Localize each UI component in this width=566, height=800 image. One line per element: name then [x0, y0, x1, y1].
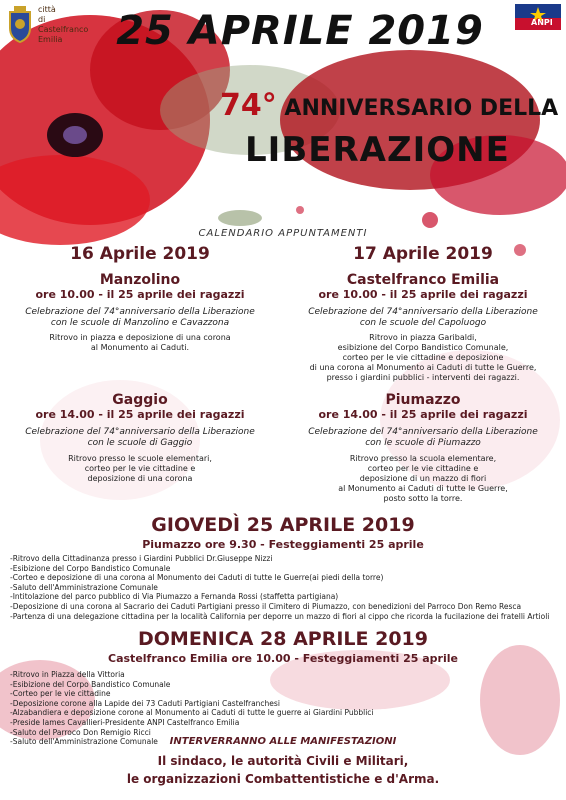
apr16-column: [0, 244, 280, 353]
piumazzo-place: Piumazzo: [385, 392, 461, 408]
piumazzo-time: ore 14.00 - il 25 aprile dei ragazzi: [318, 408, 528, 421]
gaggio-block: [0, 392, 280, 484]
liberazione-title: LIBERAZIONE: [245, 130, 510, 170]
list-item: -Corteo e deposizione di una corona al Monumento dei Caduti di tutte le Guerre(ai piedi della torre): [10, 573, 384, 583]
apr17-column: [283, 244, 563, 383]
list-item: -Intitolazione del parco pubblico di Via Piumazzo a Fernanda Rossi (staffetta partigiana): [10, 592, 339, 602]
apr28-line: Castelfranco Emilia ore 10.00 - Festeggiamenti 25 aprile: [108, 652, 458, 665]
gaggio-desc4: corteo per le vie cittadine e: [84, 464, 196, 473]
city-crest-icon: [6, 4, 34, 44]
castelfranco-time: ore 10.00 - il 25 aprile dei ragazzi: [318, 288, 528, 301]
gaggio-place: Gaggio: [112, 392, 168, 408]
apr28-date: DOMENICA 28 APRILE 2019: [137, 628, 428, 650]
gaggio-desc1: Celebrazione del 74°anniversario della Liberazione: [25, 427, 255, 437]
manzolino-desc4: al Monumento ai Caduti.: [90, 343, 190, 352]
list-item: -Saluto dell'Amministrazione Comunale: [10, 582, 158, 592]
list-item: -Deposizione corone alla Lapide dei 73 Caduti Partigiani Castelfranchesi: [10, 698, 280, 708]
gaggio-desc2: con le scuole di Gaggio: [87, 438, 193, 448]
list-item: -Saluto del Parroco Don Remigio Ricci: [10, 727, 151, 737]
gaggio-desc3: Ritrovo presso le scuole elementari,: [68, 454, 212, 463]
piumazzo-desc3: Ritrovo presso la scuola elementare,: [349, 454, 497, 463]
anniversary-text: ANNIVERSARIO DELLA: [284, 96, 559, 121]
piumazzo-desc7: posto sotto la torre.: [383, 494, 463, 503]
manzolino-desc3: Ritrovo in piazza e deposizione di una corona: [49, 333, 231, 342]
castelfranco-desc3: Ritrovo in piazza Garibaldi,: [369, 333, 477, 342]
castelfranco-desc4: esibizione del Corpo Bandistico Comunale,: [337, 343, 509, 352]
manzolino-desc1: Celebrazione del 74°anniversario della Liberazione: [25, 307, 255, 317]
piumazzo-block: [283, 392, 563, 504]
footer-intro: INTERVERRANNO ALLE MANIFESTAZIONI: [169, 736, 397, 747]
footer-text: [0, 752, 566, 788]
manzolino-desc2: con le scuole di Manzolino e Cavazzona: [50, 318, 230, 328]
manzolino-place: Manzolino: [99, 272, 181, 288]
piumazzo-desc2: con le scuole di Piumazzo: [365, 438, 481, 448]
list-item: -Ritrovo in Piazza della Vittoria: [10, 670, 125, 679]
city-name: città di Castelfranco Emilia: [38, 5, 89, 44]
castelfranco-place: Castelfranco Emilia: [346, 272, 500, 288]
piumazzo-desc5: deposizione di un mazzo di fiori: [359, 474, 487, 483]
list-item: -Preside Iames Cavallieri-Presidente ANPI Castelfranco Emilia: [10, 717, 240, 727]
apr25-date: GIOVEDÌ 25 APRILE 2019: [151, 514, 415, 536]
piumazzo-desc1: Celebrazione del 74°anniversario della Liberazione: [308, 427, 538, 437]
piumazzo-desc4: corteo per le vie cittadine e: [367, 464, 479, 473]
castelfranco-desc2: con le scuole del Capoluogo: [359, 318, 487, 328]
anpi-label: ANPI: [531, 18, 553, 27]
castelfranco-desc1: Celebrazione del 74°anniversario della Liberazione: [308, 307, 538, 317]
manzolino-time: ore 10.00 - il 25 aprile dei ragazzi: [35, 288, 245, 301]
castelfranco-desc5: corteo per le vie cittadine e deposizione: [342, 353, 504, 362]
list-item: -Esibizione del Corpo Bandistico Comunale: [10, 679, 171, 689]
list-item: -Corteo per le vie cittadine: [10, 689, 111, 699]
gaggio-time: ore 14.00 - il 25 aprile dei ragazzi: [35, 408, 245, 421]
castelfranco-desc6: di una corona al Monumento ai Caduti di tutte le Guerre,: [309, 363, 537, 372]
list-item: -Esibizione del Corpo Bandistico Comunale: [10, 563, 171, 573]
anniversary-number: 74°: [220, 88, 277, 123]
piumazzo-desc6: al Monumento ai Caduti di tutte le Guerre,: [338, 484, 508, 493]
anpi-logo: [515, 4, 561, 30]
anniversary-line: [220, 88, 558, 123]
footer-line3: le organizzazioni Combattentistiche e d'Arma.: [126, 772, 440, 786]
list-item: -Saluto dell'Amministrazione Comunale: [10, 737, 158, 747]
footer-line2: Il sindaco, le autorità Civili e Militari,: [157, 754, 409, 768]
apr25-line: Piumazzo ore 9.30 - Festeggiamenti 25 aprile: [142, 538, 424, 551]
apr25-list: [10, 554, 560, 621]
list-item: -Alzabandiera e deposizione corone al Monumento ai Caduti di tutte le guerre ai Giardini Pubblici: [10, 708, 374, 718]
list-item: -Ritrovo della Cittadinanza presso i Giardini Pubblici Dr.Giuseppe Nizzi: [10, 554, 273, 563]
apr16-date: 16 Aprile 2019: [70, 244, 210, 264]
calendar-label: CALENDARIO APPUNTAMENTI: [198, 228, 368, 239]
gaggio-desc5: deposizione di una corona: [87, 474, 193, 483]
list-item: -Deposizione di una corona al Sacrario dei Caduti Partigiani presso il Cimitero di Piumazzo, con benedizioni del Parroco Don Remo Resca: [10, 601, 522, 611]
page-title: 25 APRILE 2019: [116, 8, 484, 54]
list-item: -Partenza di una delegazione cittadina per la località California per deporre un mazzo di fiori al cippo che ricorda la fucilazione dei fratelli Artioli: [10, 611, 550, 621]
castelfranco-desc7: presso i giardini pubblici - interventi dei ragazzi.: [326, 373, 520, 382]
apr17-date: 17 Aprile 2019: [353, 244, 493, 264]
